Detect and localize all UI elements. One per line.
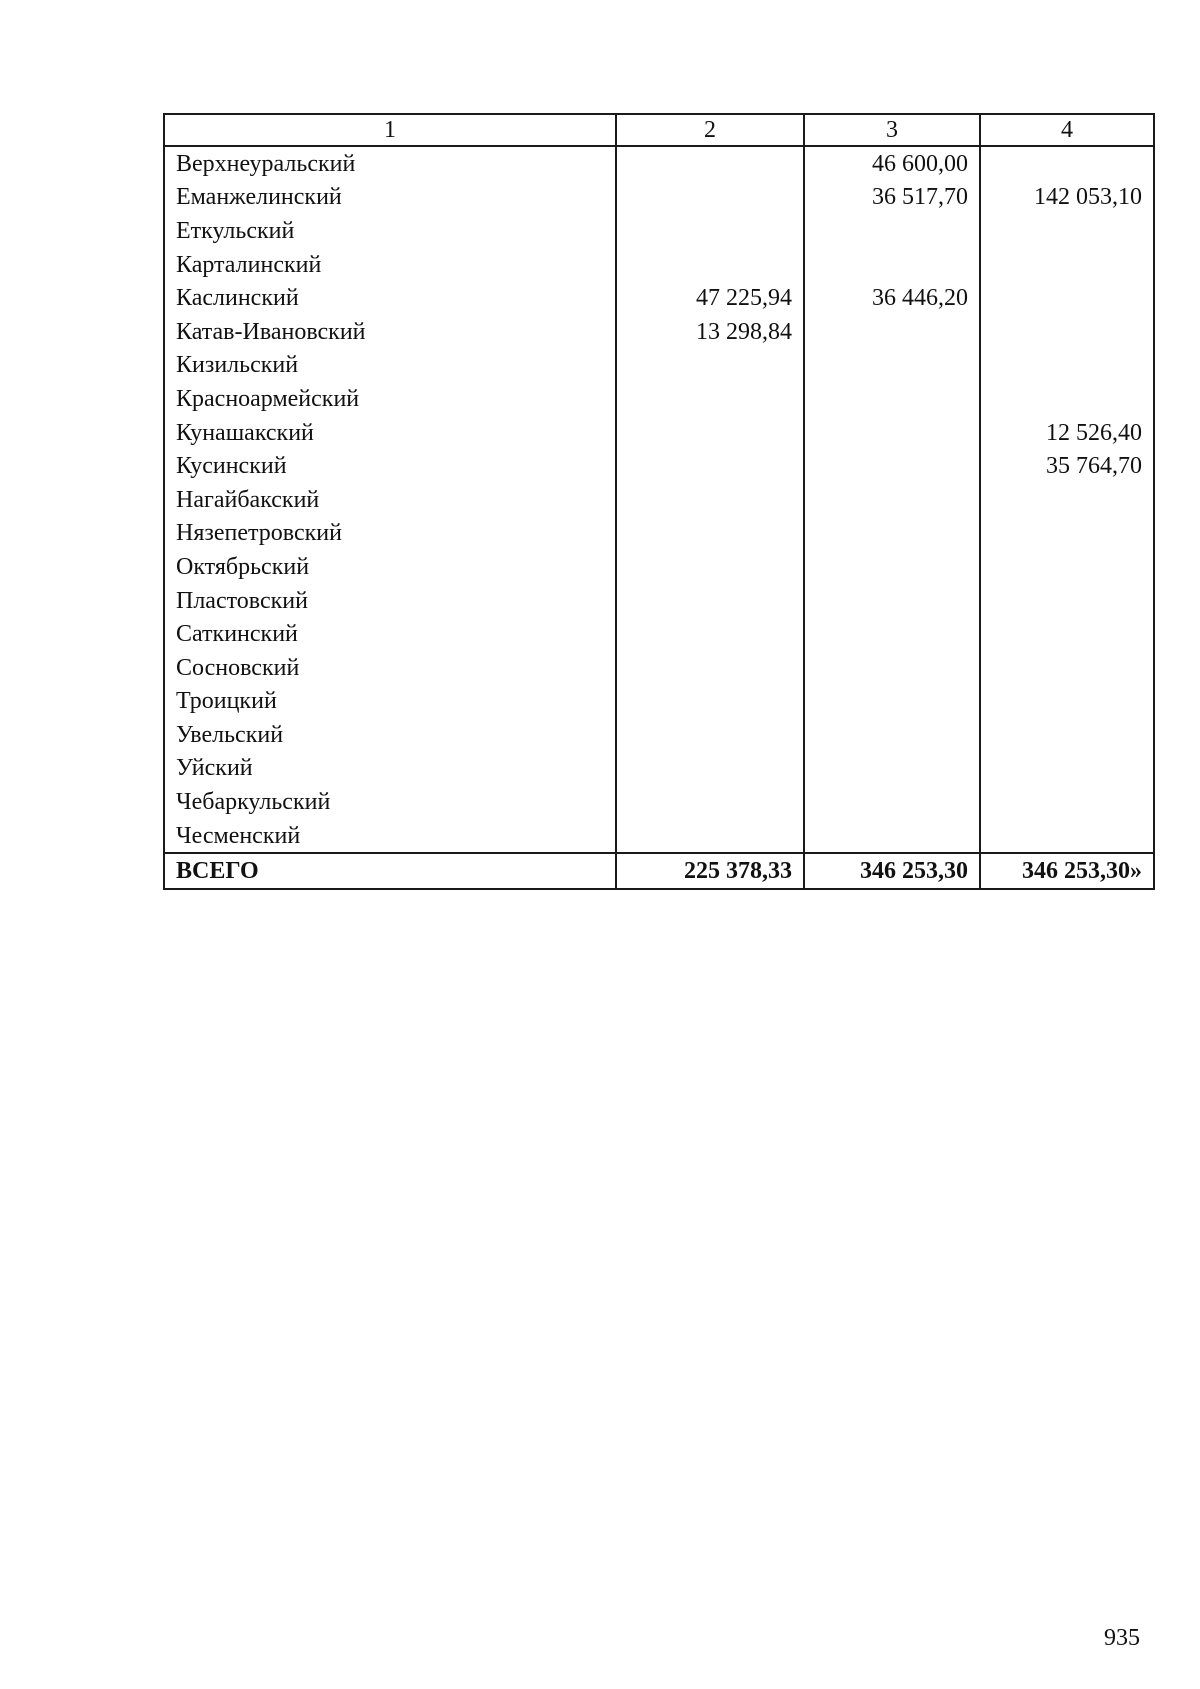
value-cell-col4 bbox=[980, 281, 1154, 315]
table-row bbox=[164, 146, 1154, 181]
value-cell-col2 bbox=[616, 382, 804, 416]
value-cell-col4 bbox=[980, 819, 1154, 854]
value-cell-col4 bbox=[980, 382, 1154, 416]
value-cell-col2 bbox=[616, 550, 804, 584]
table-row bbox=[164, 517, 1154, 551]
table-row bbox=[164, 483, 1154, 517]
table-row bbox=[164, 617, 1154, 651]
value-cell-col3 bbox=[804, 248, 980, 282]
district-name-cell: Октябрьский bbox=[164, 550, 616, 584]
value-cell-col2 bbox=[616, 651, 804, 685]
table-row bbox=[164, 315, 1154, 349]
table-row bbox=[164, 752, 1154, 786]
district-name-cell: Чесменский bbox=[164, 819, 616, 854]
value-cell-col4 bbox=[980, 315, 1154, 349]
district-name-cell: Увельский bbox=[164, 718, 616, 752]
value-cell-col4: 35 764,70 bbox=[980, 449, 1154, 483]
page-number: 935 bbox=[1104, 1625, 1140, 1651]
district-name-cell: Нязепетровский bbox=[164, 517, 616, 551]
table-row bbox=[164, 382, 1154, 416]
value-cell-col3 bbox=[804, 517, 980, 551]
value-cell-col3 bbox=[804, 685, 980, 719]
column-header-4: 4 bbox=[980, 114, 1154, 146]
value-cell-col2 bbox=[616, 617, 804, 651]
value-cell-col3: 46 600,00 bbox=[804, 146, 980, 181]
value-cell-col2 bbox=[616, 752, 804, 786]
table-row bbox=[164, 416, 1154, 450]
value-cell-col4 bbox=[980, 248, 1154, 282]
value-cell-col4 bbox=[980, 349, 1154, 383]
value-cell-col3 bbox=[804, 819, 980, 854]
header-row bbox=[164, 114, 1154, 146]
value-cell-col3 bbox=[804, 214, 980, 248]
value-cell-col2 bbox=[616, 718, 804, 752]
value-cell-col4: 12 526,40 bbox=[980, 416, 1154, 450]
table-row bbox=[164, 584, 1154, 618]
table-row bbox=[164, 349, 1154, 383]
district-name-cell: Карталинский bbox=[164, 248, 616, 282]
district-name-cell: Кизильский bbox=[164, 349, 616, 383]
value-cell-col2 bbox=[616, 416, 804, 450]
value-cell-col3: 36 446,20 bbox=[804, 281, 980, 315]
value-cell-col2 bbox=[616, 349, 804, 383]
total-value-col3: 346 253,30 bbox=[804, 853, 980, 889]
value-cell-col2 bbox=[616, 449, 804, 483]
value-cell-col3 bbox=[804, 718, 980, 752]
district-name-cell: Саткинский bbox=[164, 617, 616, 651]
value-cell-col4 bbox=[980, 785, 1154, 819]
table-row bbox=[164, 819, 1154, 854]
value-cell-col4 bbox=[980, 718, 1154, 752]
value-cell-col3 bbox=[804, 349, 980, 383]
table-row bbox=[164, 651, 1154, 685]
district-name-cell: Еткульский bbox=[164, 214, 616, 248]
district-name-cell: Нагайбакский bbox=[164, 483, 616, 517]
district-name-cell: Каслинский bbox=[164, 281, 616, 315]
value-cell-col3 bbox=[804, 785, 980, 819]
value-cell-col3 bbox=[804, 449, 980, 483]
value-cell-col2 bbox=[616, 146, 804, 181]
value-cell-col3 bbox=[804, 584, 980, 618]
column-header-3: 3 bbox=[804, 114, 980, 146]
value-cell-col2 bbox=[616, 685, 804, 719]
total-row bbox=[164, 853, 1154, 889]
value-cell-col3 bbox=[804, 752, 980, 786]
district-name-cell: Катав-Ивановский bbox=[164, 315, 616, 349]
district-name-cell: Сосновский bbox=[164, 651, 616, 685]
district-name-cell: Красноармейский bbox=[164, 382, 616, 416]
column-header-2: 2 bbox=[616, 114, 804, 146]
value-cell-col4 bbox=[980, 584, 1154, 618]
total-value-col4: 346 253,30» bbox=[980, 853, 1154, 889]
value-cell-col3 bbox=[804, 550, 980, 584]
value-cell-col2 bbox=[616, 483, 804, 517]
value-cell-col3 bbox=[804, 617, 980, 651]
value-cell-col3: 36 517,70 bbox=[804, 181, 980, 215]
value-cell-col4 bbox=[980, 517, 1154, 551]
value-cell-col3 bbox=[804, 483, 980, 517]
value-cell-col4 bbox=[980, 550, 1154, 584]
value-cell-col2 bbox=[616, 584, 804, 618]
table-row bbox=[164, 550, 1154, 584]
value-cell-col3 bbox=[804, 651, 980, 685]
value-cell-col4 bbox=[980, 483, 1154, 517]
column-header-1: 1 bbox=[164, 114, 616, 146]
table-row bbox=[164, 214, 1154, 248]
value-cell-col2 bbox=[616, 517, 804, 551]
district-name-cell: Кунашакский bbox=[164, 416, 616, 450]
value-cell-col4 bbox=[980, 651, 1154, 685]
value-cell-col2: 47 225,94 bbox=[616, 281, 804, 315]
value-cell-col2 bbox=[616, 819, 804, 854]
district-name-cell: Пластовский bbox=[164, 584, 616, 618]
table-row bbox=[164, 685, 1154, 719]
table-row bbox=[164, 785, 1154, 819]
value-cell-col2 bbox=[616, 785, 804, 819]
value-cell-col2 bbox=[616, 214, 804, 248]
value-cell-col2: 13 298,84 bbox=[616, 315, 804, 349]
table-row bbox=[164, 281, 1154, 315]
table-row bbox=[164, 449, 1154, 483]
value-cell-col2 bbox=[616, 248, 804, 282]
district-name-cell: Еманжелинский bbox=[164, 181, 616, 215]
value-cell-col4 bbox=[980, 685, 1154, 719]
district-name-cell: Троицкий bbox=[164, 685, 616, 719]
value-cell-col4: 142 053,10 bbox=[980, 181, 1154, 215]
district-name-cell: Кусинский bbox=[164, 449, 616, 483]
table-row bbox=[164, 248, 1154, 282]
value-cell-col3 bbox=[804, 382, 980, 416]
table-row bbox=[164, 181, 1154, 215]
value-cell-col4 bbox=[980, 752, 1154, 786]
value-cell-col2 bbox=[616, 181, 804, 215]
district-name-cell: Чебаркульский bbox=[164, 785, 616, 819]
total-label-cell: ВСЕГО bbox=[164, 853, 616, 889]
district-name-cell: Верхнеуральский bbox=[164, 146, 616, 181]
table-header bbox=[164, 114, 1154, 146]
value-cell-col3 bbox=[804, 315, 980, 349]
value-cell-col4 bbox=[980, 214, 1154, 248]
table-row bbox=[164, 718, 1154, 752]
value-cell-col4 bbox=[980, 146, 1154, 181]
table-body bbox=[164, 146, 1154, 889]
value-cell-col4 bbox=[980, 617, 1154, 651]
district-name-cell: Уйский bbox=[164, 752, 616, 786]
value-cell-col3 bbox=[804, 416, 980, 450]
total-value-col2: 225 378,33 bbox=[616, 853, 804, 889]
data-table bbox=[163, 113, 1155, 890]
